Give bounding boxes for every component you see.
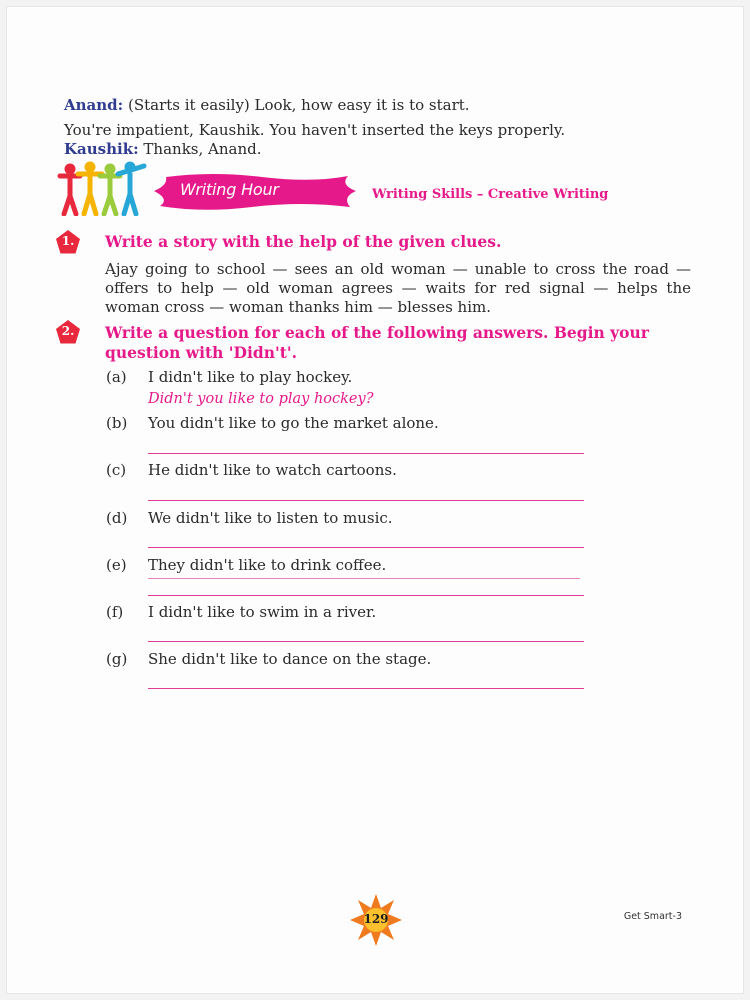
section-skills-label: Writing Skills – Creative Writing (372, 187, 609, 202)
answer-line[interactable] (148, 453, 584, 454)
dialogue-line-anand (64, 94, 470, 116)
dialogue-line-continued: You're impatient, Kaushik. You haven't inserted the keys properly. (64, 121, 566, 139)
dialogue-text: (Starts it easily) Look, how easy it is to start. (123, 96, 470, 114)
item-label: (e) (106, 556, 127, 574)
item-statement: She didn't like to dance on the stage. (148, 650, 432, 668)
question-2-heading: Write a question for each of the following answers. Begin your question with 'Didn't'. (105, 323, 649, 362)
dialogue-line-kaushik (64, 138, 261, 160)
item-label: (d) (106, 509, 128, 527)
question-number: 1. (61, 234, 75, 248)
item-statement: We didn't like to listen to music. (148, 509, 393, 527)
people-group-icon (56, 160, 150, 216)
question-number-badge (55, 229, 81, 255)
answer-line[interactable] (148, 500, 584, 501)
question-1-clues: Ajay going to school — sees an old woman — unable to cross the road — offers to help — old woman agrees — waits for red signal — helps the woman cross — woman thanks him — blesses him. (105, 260, 691, 316)
question-number-badge (55, 319, 81, 345)
book-title: Get Smart-3 (623, 911, 682, 922)
answer-line[interactable] (148, 688, 584, 689)
item-label: (a) (106, 368, 127, 386)
page-number-badge (348, 892, 404, 948)
example-answer: Didn't you like to play hockey? (148, 391, 374, 407)
item-statement: They didn't like to drink coffee. (148, 556, 387, 574)
item-label: (b) (106, 414, 128, 432)
item-label: (f) (106, 603, 124, 621)
dialogue-text: Thanks, Anand. (138, 140, 262, 158)
item-statement: You didn't like to go the market alone. (148, 414, 439, 432)
answer-line[interactable] (148, 641, 584, 642)
item-statement: He didn't like to watch cartoons. (148, 461, 397, 479)
question-1-heading: Write a story with the help of the given clues. (105, 232, 502, 251)
speaker-name: Anand: (64, 96, 124, 114)
item-statement: I didn't like to swim in a river. (148, 603, 377, 621)
page-number: 129 (363, 912, 389, 926)
answer-line[interactable] (148, 595, 584, 596)
item-label: (c) (106, 461, 127, 479)
banner-title: Writing Hour (180, 180, 279, 199)
answer-line[interactable] (148, 547, 584, 548)
speaker-name: Kaushik: (64, 140, 139, 158)
item-label: (g) (106, 650, 128, 668)
question-number: 2. (61, 324, 75, 338)
item-statement: I didn't like to play hockey. (148, 368, 353, 386)
writing-hour-banner (152, 173, 358, 211)
underline (148, 578, 580, 579)
